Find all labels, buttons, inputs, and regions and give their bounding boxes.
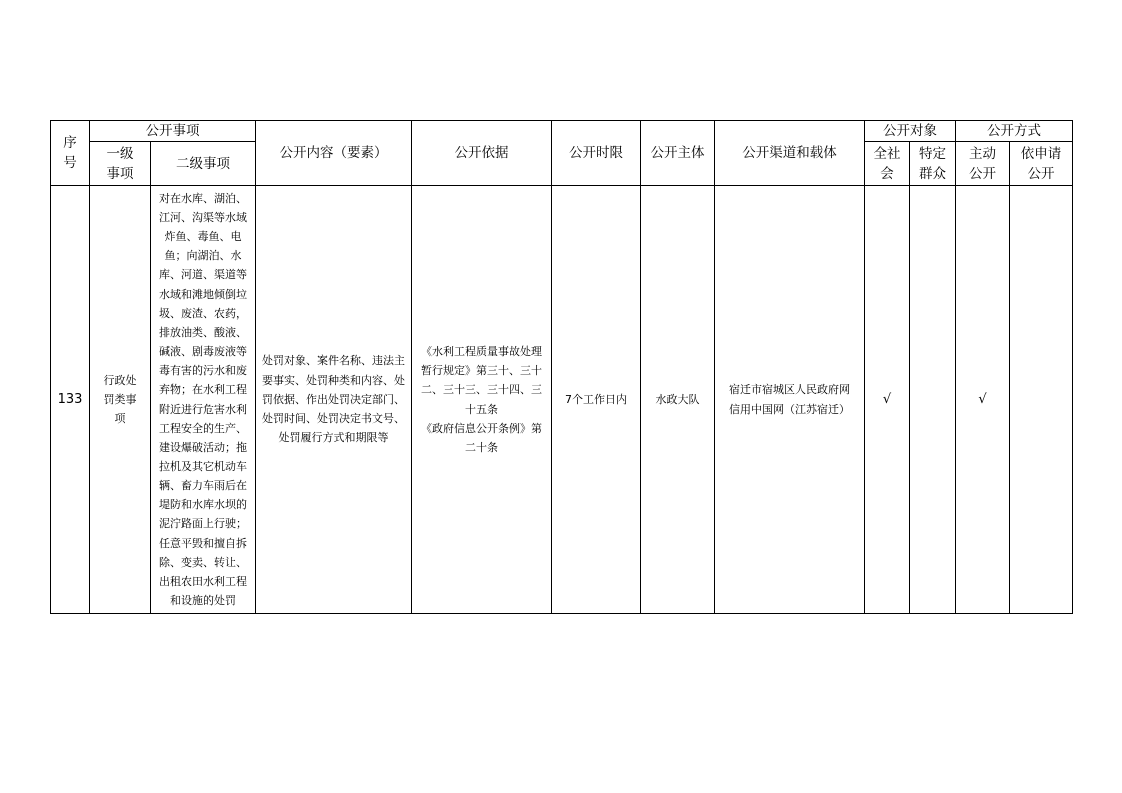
cell-content: 处罚对象、案件名称、违法主要事实、处罚种类和内容、处罚依据、作出处罚决定部门、处罚时间、处罚决定书文号、处罚履行方式和期限等 <box>256 186 412 614</box>
header-on-request: 依申请 公开 <box>1010 142 1073 186</box>
header-level2: 二级事项 <box>151 142 256 186</box>
cell-on-request <box>1010 186 1073 614</box>
header-society: 全社 会 <box>865 142 910 186</box>
header-time-limit: 公开时限 <box>552 121 641 186</box>
header-row-1 <box>51 121 1073 142</box>
header-subject: 公开主体 <box>641 121 715 186</box>
cell-active: √ <box>956 186 1010 614</box>
cell-society: √ <box>865 186 910 614</box>
header-active: 主动 公开 <box>956 142 1010 186</box>
header-channel: 公开渠道和载体 <box>715 121 865 186</box>
header-content: 公开内容（要素） <box>256 121 412 186</box>
cell-time-limit: 7个工作日内 <box>552 186 641 614</box>
table-row <box>51 186 1073 614</box>
header-matter-group: 公开事项 <box>90 121 256 142</box>
header-specific: 特定 群众 <box>910 142 956 186</box>
header-seq: 序 号 <box>51 121 90 186</box>
disclosure-table <box>50 120 1073 614</box>
header-basis: 公开依据 <box>412 121 552 186</box>
cell-level1: 行政处 罚类事 项 <box>90 186 151 614</box>
cell-specific <box>910 186 956 614</box>
header-mode-group: 公开方式 <box>956 121 1073 142</box>
cell-channel: 宿迁市宿城区人民政府网 信用中国网（江苏宿迁） <box>715 186 865 614</box>
header-object-group: 公开对象 <box>865 121 956 142</box>
header-level1: 一级 事项 <box>90 142 151 186</box>
cell-basis: 《水利工程质量事故处理暂行规定》第三十、三十二、三十三、三十四、三十五条 《政府信息公开条例》第二十条 <box>412 186 552 614</box>
cell-seq: 133 <box>51 186 90 614</box>
cell-subject: 水政大队 <box>641 186 715 614</box>
cell-level2: 对在水库、湖泊、江河、沟渠等水域炸鱼、毒鱼、电鱼；向湖泊、水库、河道、渠道等水域和滩地倾倒垃圾、废渣、农药，排放油类、酸液、碱液、剧毒废液等毒有害的污水和废弃物；在水利工程附近进行危害水利工程安全的生产、建设爆破活动；拖拉机及其它机动车辆、畜力车雨后在堤防和水库水坝的泥泞路面上行驶；任意平毁和擅自拆除、变卖、转让、出租农田水利工程和设施的处罚 <box>151 186 256 614</box>
